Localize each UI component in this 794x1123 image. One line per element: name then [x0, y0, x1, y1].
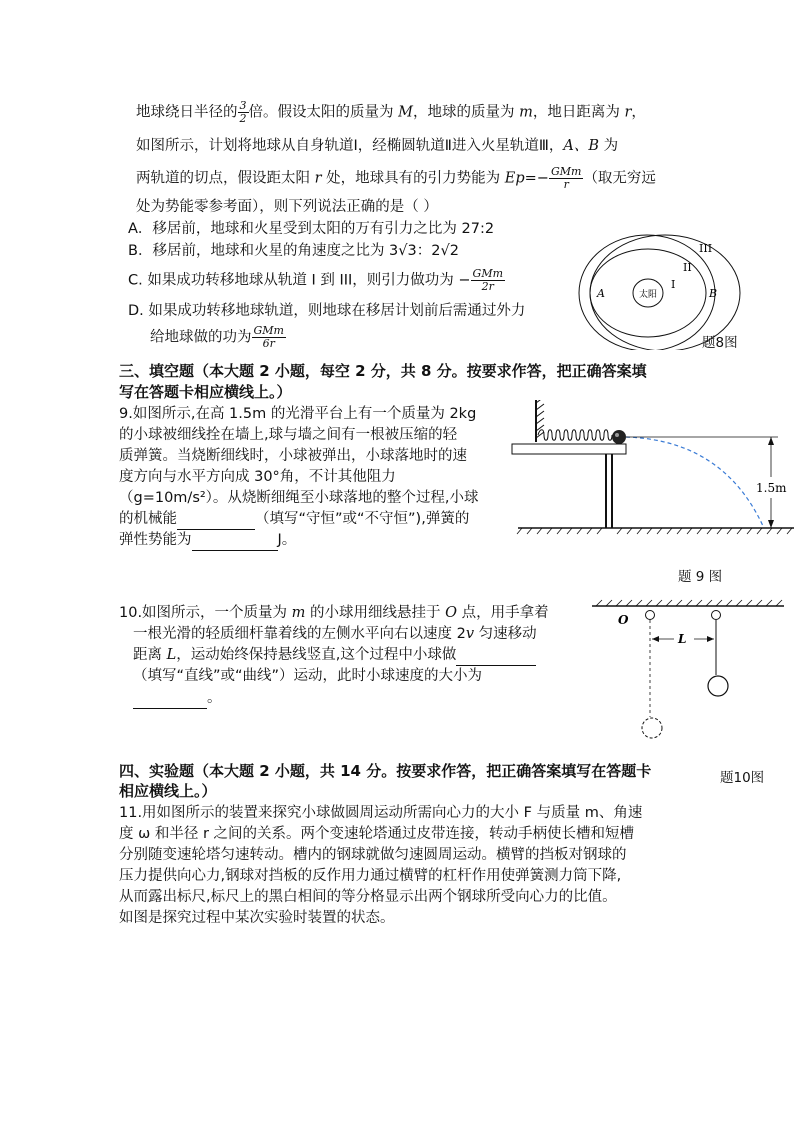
q8-option-d: D. 如果成功转移地球轨道，则地球在移居计划前后需通过外力 [128, 303, 526, 319]
section-4-heading-line-2: 相应横线上。） [119, 782, 217, 800]
label-orbit-III: III [699, 242, 713, 255]
q11-line-3: 分别随变速轮塔匀速转动。槽内的钢球就做匀速圆周运动。横臂的挡板对钢球的 [119, 847, 627, 863]
trajectory-curve [626, 437, 763, 526]
q9-line-7: 弹性势能为 J。 [119, 530, 296, 551]
rod-final [712, 611, 721, 620]
height-label: 1.5m [756, 481, 787, 495]
q9-line-4: 度方向与水平方向成 30°角，不计其他阻力 [119, 469, 396, 485]
rod-initial [646, 611, 655, 620]
q8-line-4: 处为势能零参考面），则下列说法正确的是（ ） [136, 199, 438, 215]
q10-blank-motion-type[interactable] [456, 645, 536, 666]
q8-line-1: 地球绕日半径的 $\frac{3}{2}$ 倍。假设太阳的质量为 M，地球的质量为 m，地日距离为 r， [136, 99, 646, 125]
q10-line-1: 10.如图所示，一个质量为 m 的小球用细线悬挂于 O 点，用手拿着 [119, 605, 549, 621]
figure-8-caption: 题8图 [702, 335, 738, 351]
q8-option-b: B．移居前，地球和火星的角速度之比为 3√3：2√2 [128, 243, 459, 259]
label-point-a: A [597, 287, 605, 300]
q9-line-5: （g=10m/s²）。从烧断细绳至小球落地的整个过程,小球 [119, 490, 479, 506]
q9-line-1: 9.如图所示,在高 1.5m 的光滑平台上有一个质量为 2kg [119, 406, 477, 422]
ball-initial [642, 718, 662, 738]
q11-line-5: 从而露出标尺,标尺上的黑白相间的等分格显示出两个钢球所受向心力的比值。 [119, 889, 617, 905]
platform-diagram [508, 400, 794, 535]
q10-line-5: 。 [133, 688, 222, 709]
pendulum-diagram [590, 596, 786, 744]
ball [612, 430, 626, 444]
figure-10-caption: 题10图 [720, 770, 765, 786]
q10-line-2: 一根光滑的轻质细杆靠着线的左侧水平向右以速度 2v 匀速移动 [133, 626, 537, 642]
q9-line-3: 质弹簧。当烧断细线时，小球被弹出，小球落地时的速 [119, 448, 467, 464]
q9-line-6: 的机械能 （填写“守恒”或“不守恒”),弹簧的 [119, 509, 469, 530]
compressed-spring [538, 430, 612, 441]
q8-line-2: 如图所示，计划将地球从自身轨道Ⅰ，经椭圆轨道Ⅱ进入火星轨道Ⅲ，A、B 为 [136, 138, 619, 154]
sun-label: 太阳 [638, 290, 658, 300]
q11-line-4: 压力提供向心力,钢球对挡板的反作用力通过横臂的杠杆作用使弹簧测力筒下降, [119, 868, 622, 884]
q11-line-2: 度 ω 和半径 r 之间的关系。两个变速轮塔通过皮带连接，转动手柄使长槽和短槽 [119, 826, 635, 842]
label-point-b: B [709, 287, 718, 300]
label-o: O [618, 613, 629, 627]
label-orbit-II: II [683, 261, 692, 274]
q10-blank-speed[interactable] [133, 688, 207, 709]
section-3-heading-line-1: 三、填空题（本大题 2 小题，每空 2 分，共 8 分。按要求作答，把正确答案填 [119, 362, 647, 380]
section-4-heading-line-1: 四、实验题（本大题 2 小题，共 14 分。按要求作答，把正确答案填写在答题卡 [119, 762, 652, 780]
potential-energy-fraction: $\frac{\text{GMm}}{r}$ [550, 165, 582, 191]
q10-line-4: （填写“直线”或“曲线”）运动，此时小球速度的大小为 [133, 668, 483, 684]
q9-blank-spring-energy[interactable] [192, 530, 278, 551]
section-3-heading-line-2: 写在答题卡相应横线上。） [119, 383, 292, 401]
label-l: L [678, 632, 687, 646]
ball-final [708, 676, 728, 696]
label-orbit-I: I [671, 278, 676, 291]
q11-line-6: 如图是探究过程中某次实验时装置的状态。 [119, 910, 395, 926]
option-d-fraction: $\frac{\text{GMm}}{6r}$ [253, 324, 284, 350]
q9-line-2: 的小球被细线拴在墙上,球与墙之间有一根被压缩的轻 [119, 427, 458, 443]
q8-line-3: 两轨道的切点，假设距太阳 r 处，地球具有的引力势能为 Ep=− $\frac{\text{GMm}}{r}$ （取无穷远 [136, 165, 656, 191]
option-c-fraction: $\frac{\text{GMm}}{2r}$ [472, 267, 504, 293]
q11-line-1: 11.用如图所示的装置来探究小球做圆周运动所需向心力的大小 F 与质量 m、角速 [119, 805, 643, 821]
q8-option-d-cont: 给地球做的功为 $\frac{\text{GMm}}{6r}$ [150, 324, 284, 350]
fraction-3-2: $\frac{3}{2}$ [239, 99, 247, 125]
platform-top [512, 444, 626, 454]
q8-option-c: C. 如果成功转移地球从轨道 I 到 III，则引力做功为 − $\frac{\text{GMm}}{2r}$ [128, 267, 504, 293]
figure-9-caption: 题 9 图 [678, 569, 723, 585]
q9-blank-mechanical-energy[interactable] [177, 509, 255, 530]
q8-option-a: A．移居前，地球和火星受到太阳的万有引力之比为 27:2 [128, 221, 495, 237]
q10-line-3: 距离 L，运动始终保持悬线竖直,这个过程中小球做 [133, 645, 536, 666]
orbit-diagram [575, 225, 775, 350]
